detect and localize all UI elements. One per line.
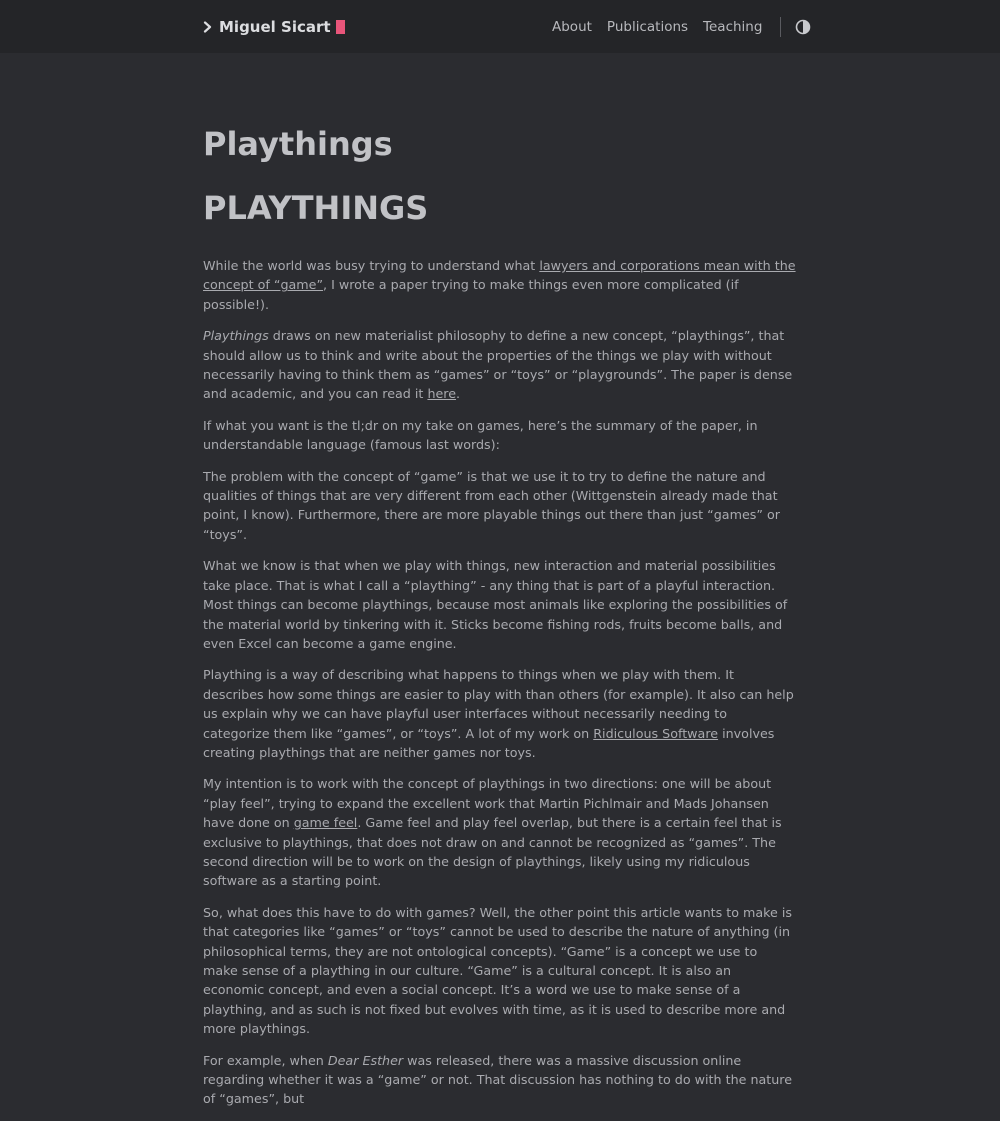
main-nav [552, 17, 811, 37]
lawyers-corporations-link[interactable]: lawyers and corporations mean with the concept of “game” [203, 258, 796, 293]
main-content [203, 120, 796, 1121]
site-name: Miguel Sicart [219, 18, 331, 36]
game-feel-link[interactable]: game feel [293, 815, 358, 831]
paragraph-5: What we know is that when we play with things, new interaction and material possibilities take place. That is what I call a “plaything” - any thing that is part of a playful interaction. Most things can become playthings, because most animals like exploring the possibilities of the material world by tinkering with it. Sticks become fishing rods, fruits become balls, and even Excel can become a game engine. [203, 558, 788, 651]
paragraph-4: The problem with the concept of “game” is that we use it to try to define the nature and qualities of things that are very different from each other (Wittgenstein already made that point, I know). Furthermore, there are more playable things out there than just “games” or “toys”. [203, 468, 780, 542]
paragraph-6: Plaything is a way of describing what happens to things when we play with them. It describes how some things are easier to play with than others (for example). It also can help us explain why we can have playful user interfaces without necessarily needing to categorize them like “games”, or “toys”. A lot of my work on Ridiculous Software involves creating playthings that are neither games nor toys. [203, 667, 794, 760]
contrast-icon[interactable] [795, 19, 811, 35]
paragraph-3: If what you want is the tl;dr on my take on games, here’s the summary of the paper, in understandable language (famous last words): [203, 417, 758, 453]
site-header [0, 0, 1000, 53]
article-body [203, 256, 796, 1109]
paragraph-2: Playthings draws on new materialist philosophy to define a new concept, “playthings”, that should allow us to think and write about the properties of the things we play with without necessarily having to think them as “games” or “toys” or “playgrounds”. The paper is dense and academic, and you can read it here. [203, 328, 793, 402]
accent-cursor-block [336, 20, 345, 34]
paragraph-7: My intention is to work with the concept of playthings in two directions: one will be about “play feel”, trying to expand the excellent work that Martin Pichlmair and Mads Johansen have done on game feel. Game feel and play feel overlap, but there is a certain feel that is exclusive to playthings, that does not draw on and cannot be recognized as “games”. The second direction will be to work on the design of playthings, likely using my ridiculous software as a starting point. [203, 776, 782, 889]
paper-here-link[interactable]: here [427, 386, 457, 402]
nav-about-link[interactable]: About [552, 19, 592, 35]
ridiculous-software-link[interactable]: Ridiculous Software [593, 725, 719, 741]
nav-teaching-link[interactable]: Teaching [703, 19, 763, 35]
paragraph-8: So, what does this have to do with games? Well, the other point this article wants to make is that categories like “games” or “toys” cannot be used to describe the nature of anything (in philosophical terms, they are not ontological concepts). “Game” is a concept we use to make sense of a plaything in our culture. “Game” is a cultural concept. It is also an economic concept, and even a social concept. It’s a word we use to make sense of a plaything, and as such is not fixed but evolves with time, as it is used to describe more and more playthings. [203, 904, 793, 1037]
paragraph-9: For example, when Dear Esther was released, there was a massive discussion online regarding whether it was a “game” or not. That discussion has nothing to do with the nature of “games”, but [203, 1052, 793, 1107]
nav-publications-link[interactable]: Publications [606, 19, 689, 35]
page-title: Playthings [203, 125, 393, 163]
post-heading: PLAYTHINGS [203, 189, 429, 227]
nav-divider [780, 17, 781, 37]
chevron-right-icon [203, 21, 213, 33]
site-brand-link[interactable] [203, 16, 345, 38]
paragraph-1: While the world was busy trying to understand what lawyers and corporations mean with the concept of “game”, I wrote a paper trying to make things even more complicated (if possible!). [203, 258, 796, 312]
